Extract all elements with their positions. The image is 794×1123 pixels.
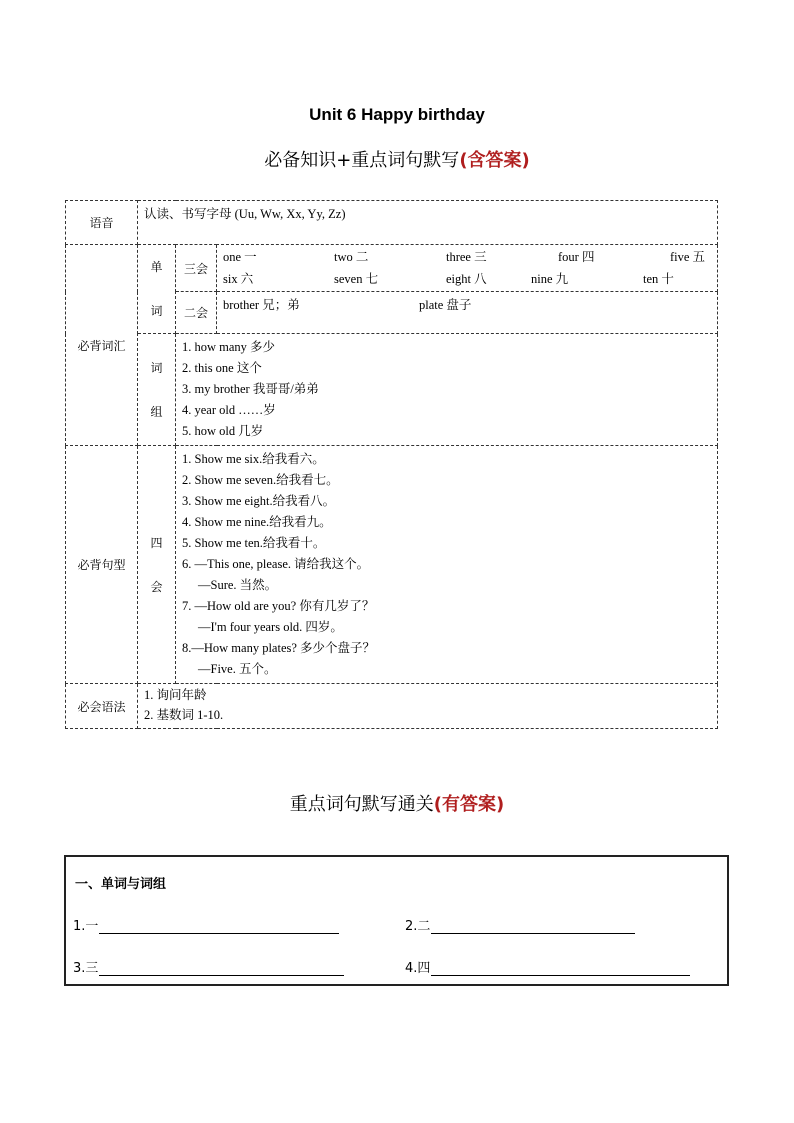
knowledge-table <box>65 200 718 729</box>
list-item: 2. this one 这个 <box>182 361 262 375</box>
pronunciation-content: 认读、书写字母 (Uu, Ww, Xx, Yy, Zz) <box>144 207 346 221</box>
list-item: —Five. 五个。 <box>198 662 277 676</box>
erhui-words: brother 兄；弟 plate 盘子 <box>217 292 718 334</box>
section2-title-main: 重点词句默写通关 <box>289 794 434 815</box>
list-item: 6. —This one, please. 请给我这个。 <box>182 557 370 571</box>
list-item: 1. how many 多少 <box>182 340 276 354</box>
sihui-label: 四 会 <box>138 446 176 684</box>
vocab-label: 必背词汇 <box>66 245 138 446</box>
sanhui-words <box>217 245 718 292</box>
list-item: 1. Show me six.给我看六。 <box>182 452 325 466</box>
question-3: 3.三 <box>73 957 344 976</box>
list-item: 3. Show me eight.给我看八。 <box>182 494 336 508</box>
list-item: 8.—How many plates? 多少个盘子？ <box>182 641 376 655</box>
list-item: 5. Show me ten.给我看十。 <box>182 536 326 550</box>
section2-title-red: (有答案) <box>433 794 505 815</box>
box-heading: 一、单词与词组 <box>75 877 167 892</box>
erhui-label: 二会 <box>176 292 217 334</box>
list-item: 2. 基数词 1-10. <box>144 708 224 722</box>
sanhui-label: 三会 <box>176 245 217 292</box>
question-4: 4.四 <box>405 957 690 976</box>
list-item: 7. —How old are you? 你有几岁了？ <box>182 599 375 613</box>
section2-title <box>0 790 794 816</box>
sentences-list <box>176 446 718 684</box>
list-item: 5. how old 几岁 <box>182 424 264 438</box>
sanhui-row-2: six 六 seven 七 eight 八 nine 九 ten 十 <box>223 272 674 286</box>
dictation-box <box>64 855 729 986</box>
list-item: —I'm four years old. 四岁。 <box>198 620 343 634</box>
page-subtitle <box>0 146 794 172</box>
answer-line-2[interactable] <box>431 920 635 934</box>
sanhui-row-1: one 一 two 二 three 三 four 四 five 五 <box>223 250 706 264</box>
list-item: —Sure. 当然。 <box>198 578 278 592</box>
answer-line-4[interactable] <box>431 962 690 976</box>
words-label: 单 词 <box>138 245 176 334</box>
sentences-label: 必背句型 <box>66 446 138 684</box>
answer-line-1[interactable] <box>99 920 339 934</box>
list-item: 4. year old ……岁 <box>182 403 276 417</box>
phrases-list <box>176 334 718 446</box>
list-item: 4. Show me nine.给我看九。 <box>182 515 332 529</box>
list-item: 3. my brother 我哥哥/弟弟 <box>182 382 319 396</box>
grammar-list <box>138 684 718 729</box>
list-item: 2. Show me seven.给我看七。 <box>182 473 339 487</box>
answer-line-3[interactable] <box>99 962 344 976</box>
question-2: 2.二 <box>405 915 635 934</box>
grammar-label: 必会语法 <box>66 684 138 729</box>
question-1: 1.一 <box>73 915 339 934</box>
unit-title: Unit 6 Happy birthday <box>309 105 485 124</box>
list-item: 1. 询问年龄 <box>144 688 207 702</box>
pronunciation-label: 语音 <box>66 201 138 245</box>
phrases-label: 词 组 <box>138 334 176 446</box>
subtitle-red: (含答案) <box>459 150 530 171</box>
subtitle-main: 必备知识+重点词句默写 <box>264 150 460 171</box>
